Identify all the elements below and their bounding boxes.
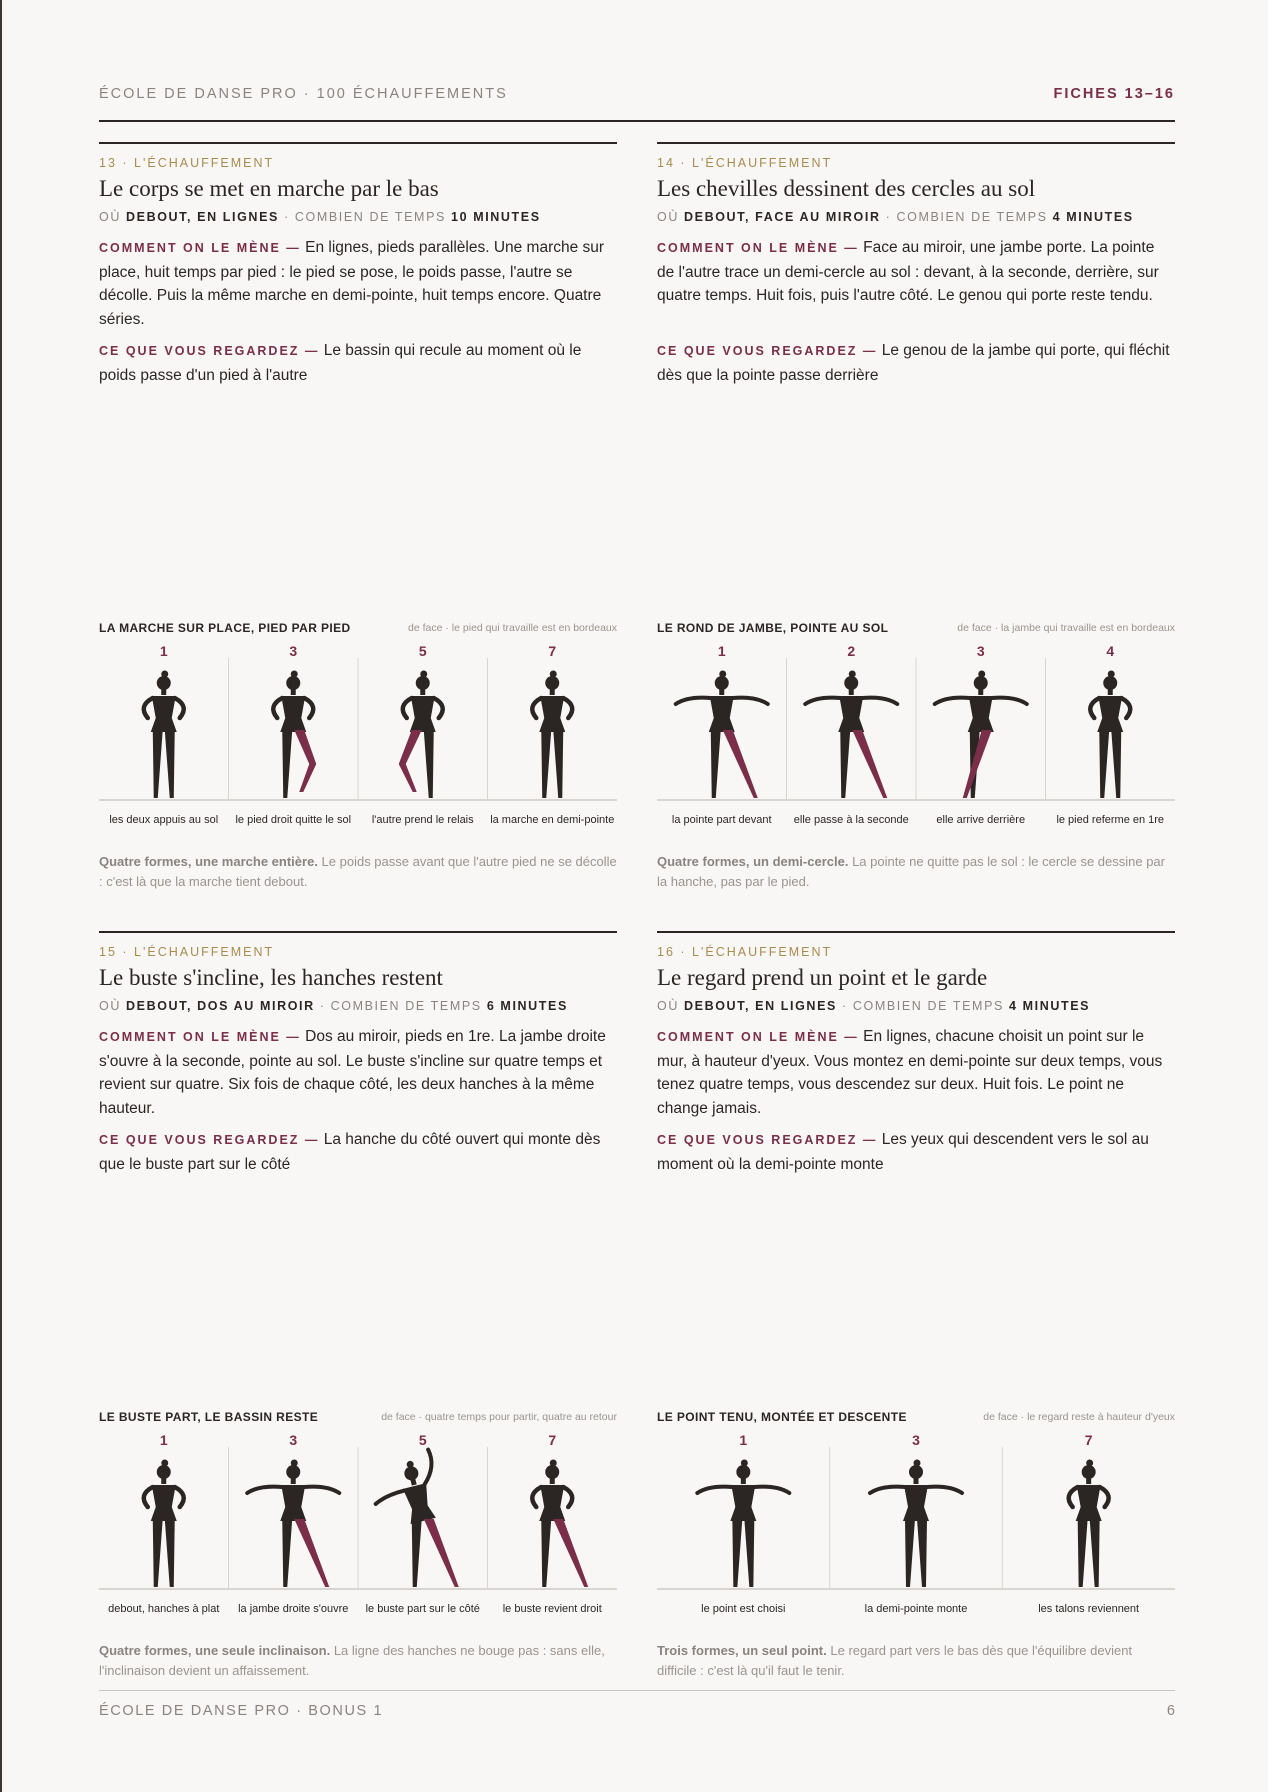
- dancer-arm-right: [416, 1449, 436, 1484]
- how-label: COMMENT ON LE MÈNE —: [99, 241, 301, 255]
- dancer-head: [1103, 676, 1117, 690]
- dancer-arm-right: [992, 698, 1027, 704]
- how-label: COMMENT ON LE MÈNE —: [657, 1030, 859, 1044]
- page-footer: [99, 1690, 1175, 1721]
- figure-panel: [870, 1460, 962, 1588]
- dancer-neck: [978, 689, 983, 695]
- dancer-leg-left: [732, 1519, 742, 1587]
- dancer-bun: [1086, 1460, 1093, 1467]
- how-text: En lignes, chacune choisit un point sur le mur, à hauteur d'yeux. Vous montez en demi-pointe sur deux temps, vous tenez quatre temps, vous descendez sur deux. Huit fois. Le point ne change jamais.: [657, 1028, 1163, 1117]
- watch-text: La hanche du côté ouvert qui monte dès que le buste part sur le côté: [99, 1131, 601, 1173]
- dancer-head: [736, 1465, 750, 1479]
- dancer-torso: [1097, 696, 1123, 732]
- panel-label: elle passe à la seconde: [793, 814, 909, 826]
- header-title: ÉCOLE DE DANSE PRO · 100 ÉCHAUFFEMENTS: [99, 86, 508, 102]
- panel-label: l'autre prend le relais: [371, 814, 474, 826]
- how-label: COMMENT ON LE MÈNE —: [99, 1030, 301, 1044]
- dancer-arm-right: [862, 698, 897, 704]
- dancer-torso: [539, 696, 565, 732]
- dancer-leg-left: [1099, 730, 1109, 798]
- card-16: [657, 931, 1175, 1693]
- dancer-arm-left: [697, 1487, 732, 1493]
- figure-note: de face · le regard reste à hauteur d'yeux: [983, 1411, 1175, 1423]
- dancer-leg-right: [1090, 1519, 1100, 1587]
- figure-panel: [1069, 1460, 1109, 1588]
- dancer-neck: [420, 689, 425, 695]
- figure-note: de face · le pied qui travaille est en bordeaux: [408, 622, 617, 634]
- dancer-upper-body: [1090, 671, 1130, 733]
- how-paragraph: [657, 1025, 1175, 1120]
- panel-number: 1: [717, 643, 726, 659]
- time-label: · COMBIEN DE TEMPS: [319, 999, 482, 1013]
- time-value: 6 MINUTES: [486, 999, 568, 1013]
- how-text: Face au miroir, une jambe porte. La pointe de l'autre trace un demi-cercle au sol : devant, à la seconde, derrière, sur quatre temps. Huit fois, puis l'autre côté. Le genou qui porte reste tendu.: [657, 239, 1159, 304]
- figure-note: de face · quatre temps pour partir, quatre au retour: [381, 1411, 617, 1423]
- dancer-leg-left: [541, 730, 551, 798]
- dancer-arm-right: [304, 1487, 339, 1493]
- panel-label: la jambe droite s'ouvre: [238, 1603, 349, 1615]
- dancer-leg-left: [412, 1519, 422, 1587]
- figure-title: LE POINT TENU, MONTÉE ET DESCENTE: [657, 1410, 907, 1424]
- dancer-head: [1082, 1465, 1096, 1479]
- watch-text: Le bassin qui recule au moment où le poids passe d'un pied à l'autre: [99, 342, 582, 384]
- dancer-bun: [291, 1460, 298, 1467]
- dancer-leg-left: [282, 1519, 292, 1587]
- dancer-head: [286, 676, 300, 690]
- dancer-arm-right: [175, 698, 184, 718]
- dancer-torso: [1076, 1485, 1102, 1521]
- panel-label: la pointe part devant: [671, 814, 772, 826]
- dancer-figure: [247, 1460, 339, 1588]
- panel-label: les talons reviennent: [1038, 1603, 1140, 1615]
- dancer-arm-right: [733, 698, 768, 704]
- dancer-arm-left: [403, 698, 412, 718]
- time-value: 4 MINUTES: [1009, 999, 1091, 1013]
- watch-label: CE QUE VOUS REGARDEZ —: [657, 1133, 878, 1147]
- dancer-torso: [730, 1485, 756, 1521]
- dancer-leg-right: [917, 1519, 927, 1587]
- dancer-head: [545, 676, 559, 690]
- dancer-arm-left: [374, 1491, 406, 1504]
- dancer-leg-working: [553, 1519, 588, 1587]
- dancer-bun: [978, 671, 985, 678]
- watch-text: Les yeux qui descendent vers le sol au moment où la demi-pointe monte: [657, 1131, 1149, 1173]
- how-text: Dos au miroir, pieds en 1re. La jambe droite s'ouvre à la seconde, pointe au sol. Le buste s'incline sur quatre temps et revient sur quatre. Six fois de chaque côté, les deux hanches à la même hauteur.: [99, 1028, 606, 1117]
- panel-number: 7: [548, 643, 557, 659]
- panel-label: debout, hanches à plat: [108, 1603, 220, 1615]
- figure-head: [657, 1410, 1175, 1426]
- figure-head: [99, 1410, 617, 1426]
- figure-panel: [399, 671, 443, 799]
- figure-panel: [144, 671, 184, 799]
- where-value: DEBOUT, FACE AU MIROIR: [684, 210, 881, 224]
- caption-text: La ligne des hanches ne bouge pas : sans elle, l'inclinaison devient un affaissement.: [99, 1643, 605, 1678]
- dancer-arm-left: [676, 698, 711, 704]
- watch-label: CE QUE VOUS REGARDEZ —: [657, 344, 878, 358]
- dancer-leg-right: [424, 730, 434, 798]
- dancer-leg-working: [723, 730, 758, 798]
- dancer-figure: [935, 671, 1027, 799]
- dancer-leg-working: [399, 730, 422, 792]
- dancer-figure: [676, 671, 768, 799]
- dancer-head: [715, 676, 729, 690]
- dancer-neck: [741, 1478, 746, 1484]
- panel-number: 4: [1106, 643, 1115, 659]
- dancer-upper-body: [144, 1460, 184, 1522]
- dancer-torso: [151, 1485, 177, 1521]
- dancer-arm-right: [754, 1487, 789, 1493]
- figure-title: LE ROND DE JAMBE, POINTE AU SOL: [657, 621, 889, 635]
- figure-panel: [697, 1460, 789, 1588]
- dancer-arm-right: [304, 698, 313, 718]
- dancer-upper-body: [805, 671, 897, 733]
- panel-number: 7: [1084, 1432, 1093, 1448]
- dancer-arm-left: [532, 698, 541, 718]
- page-number: 6: [1166, 1703, 1175, 1719]
- dancer-neck: [161, 689, 166, 695]
- dancer-upper-body: [144, 671, 184, 733]
- panel-label: le pied droit quitte le sol: [235, 814, 352, 826]
- figure-title: LE BUSTE PART, LE BASSIN RESTE: [99, 1410, 319, 1424]
- where-value: DEBOUT, EN LIGNES: [126, 210, 279, 224]
- how-paragraph: [99, 236, 617, 331]
- panel-label: le buste part sur le côté: [365, 1603, 480, 1615]
- figure-note: de face · la jambe qui travaille est en bordeaux: [957, 622, 1175, 634]
- figure-svg: [99, 1431, 617, 1621]
- dancer-bun: [1108, 671, 1115, 678]
- panel-label: la demi-pointe monte: [864, 1603, 968, 1615]
- page-header: [99, 86, 1175, 122]
- dancer-torso: [402, 1483, 436, 1524]
- dancer-torso: [709, 696, 735, 732]
- dancer-figure: [144, 671, 184, 799]
- footer-title: ÉCOLE DE DANSE PRO · BONUS 1: [99, 1703, 384, 1719]
- figure-panel: [532, 671, 572, 799]
- dancer-bun: [291, 671, 298, 678]
- caption-lead: Trois formes, un seul point.: [657, 1643, 827, 1658]
- card-title: Le corps se met en marche par le bas: [99, 176, 439, 201]
- dancer-bun: [741, 1460, 748, 1467]
- dancer-arm-right: [563, 698, 572, 718]
- caption-lead: Quatre formes, une marche entière.: [99, 854, 318, 869]
- figure-panel: [144, 1460, 184, 1588]
- dancer-bun: [161, 671, 168, 678]
- panel-number: 3: [289, 1432, 298, 1448]
- where-value: DEBOUT, DOS AU MIROIR: [126, 999, 315, 1013]
- panel-number: 3: [976, 643, 985, 659]
- dancer-bun: [914, 1460, 921, 1467]
- dancer-neck: [719, 689, 724, 695]
- card-title: Les chevilles dessinent des cercles au sol: [657, 176, 1036, 201]
- card-meta: [99, 999, 568, 1013]
- time-label: · COMBIEN DE TEMPS: [842, 999, 1004, 1013]
- dancer-upper-body: [273, 671, 313, 733]
- dancer-figure: [273, 671, 316, 799]
- time-label: · COMBIEN DE TEMPS: [284, 210, 446, 224]
- dancer-torso: [280, 696, 306, 732]
- figure-svg: [657, 1431, 1175, 1621]
- watch-text: Le genou de la jambe qui porte, qui fléchit dès que la pointe passe derrière: [657, 342, 1170, 384]
- dancer-figure: [399, 671, 443, 799]
- figure-panel: [273, 671, 316, 799]
- dancer-head: [416, 676, 430, 690]
- card-15: [99, 931, 617, 1693]
- card-14: [657, 142, 1175, 904]
- dancer-leg-right: [744, 1519, 754, 1587]
- dancer-leg-working: [294, 730, 316, 792]
- dancer-upper-body: [247, 1460, 339, 1522]
- dancer-leg-left: [1078, 1519, 1088, 1587]
- figure-panel: [366, 1449, 459, 1587]
- dancer-arm-left: [144, 1487, 153, 1507]
- panel-label: les deux appuis au sol: [109, 814, 219, 826]
- dancer-figure: [870, 1460, 962, 1588]
- dancer-arm-left: [532, 1487, 541, 1507]
- dancer-arm-left: [870, 1487, 905, 1493]
- dancer-upper-body: [366, 1449, 445, 1531]
- dancer-arm-left: [1090, 698, 1099, 718]
- dancer-leg-working: [294, 1519, 329, 1587]
- figure-strip: [99, 642, 617, 832]
- dancer-figure: [366, 1449, 459, 1587]
- figure-caption: [657, 1641, 1175, 1680]
- dancer-bun: [420, 671, 427, 678]
- card-meta: [99, 210, 541, 224]
- dancer-leg-right: [553, 730, 563, 798]
- dancer-figure: [1069, 1460, 1109, 1588]
- dancer-bun: [849, 671, 856, 678]
- dancer-leg-right: [165, 730, 175, 798]
- dancer-torso: [903, 1485, 929, 1521]
- dancer-figure: [805, 671, 897, 799]
- dancer-neck: [1108, 689, 1113, 695]
- panel-number: 5: [418, 643, 427, 659]
- figure-panel: [532, 1460, 588, 1588]
- dancer-torso: [151, 696, 177, 732]
- dancer-leg-right: [165, 1519, 175, 1587]
- figure-title: LA MARCHE SUR PLACE, PIED PAR PIED: [99, 621, 351, 635]
- dancer-figure: [532, 671, 572, 799]
- watch-label: CE QUE VOUS REGARDEZ —: [99, 344, 320, 358]
- dancer-head: [974, 676, 988, 690]
- dancer-neck: [291, 1478, 296, 1484]
- dancer-leg-right: [1111, 730, 1121, 798]
- dancer-arm-right: [927, 1487, 962, 1493]
- dancer-upper-body: [676, 671, 768, 733]
- dancer-upper-body: [403, 671, 443, 733]
- card-title: Le regard prend un point et le garde: [657, 965, 988, 990]
- watch-paragraph: [99, 339, 617, 387]
- dancer-leg-working: [424, 1519, 459, 1587]
- caption-text: La pointe ne quitte pas le sol : le cercle se dessine par la hanche, pas par le pied.: [657, 854, 1165, 889]
- card-kicker: 16 · L'ÉCHAUFFEMENT: [657, 945, 833, 959]
- panel-number: 1: [159, 643, 168, 659]
- dancer-figure: [1090, 671, 1130, 799]
- card-kicker: 14 · L'ÉCHAUFFEMENT: [657, 156, 833, 170]
- figure-panel: [935, 671, 1027, 799]
- dancer-neck: [914, 1478, 919, 1484]
- caption-lead: Quatre formes, une seule inclinaison.: [99, 1643, 331, 1658]
- dancer-neck: [550, 1478, 555, 1484]
- card-13: [99, 142, 617, 904]
- figure-head: [657, 621, 1175, 637]
- dancer-figure: [697, 1460, 789, 1588]
- how-text: En lignes, pieds parallèles. Une marche sur place, huit temps par pied : le pied se pose, le poids passe, l'autre se décolle. Puis la même marche en demi-pointe, huit temps encore. Quatre séries.: [99, 239, 605, 328]
- card-meta: [657, 999, 1090, 1013]
- panel-number: 7: [548, 1432, 557, 1448]
- panel-number: 2: [847, 643, 856, 659]
- dancer-leg-left: [153, 730, 163, 798]
- watch-label: CE QUE VOUS REGARDEZ —: [99, 1133, 320, 1147]
- panel-label: le pied referme en 1re: [1056, 814, 1165, 826]
- panel-number: 3: [912, 1432, 920, 1448]
- dancer-neck: [550, 689, 555, 695]
- figure-panel: [805, 671, 897, 799]
- card-kicker: 15 · L'ÉCHAUFFEMENT: [99, 945, 275, 959]
- figure-caption: [99, 1641, 617, 1680]
- dancer-neck: [410, 1479, 416, 1486]
- where-label: OÙ: [99, 999, 121, 1013]
- dancer-upper-body: [870, 1460, 962, 1522]
- dancer-leg-left: [905, 1519, 915, 1587]
- card-meta: [657, 210, 1134, 224]
- figure-head: [99, 621, 617, 637]
- dancer-torso: [410, 696, 436, 732]
- figure-panel: [676, 671, 768, 799]
- panel-number: 1: [739, 1432, 748, 1448]
- dancer-upper-body: [935, 671, 1027, 733]
- dancer-upper-body: [532, 671, 572, 733]
- card-title: Le buste s'incline, les hanches restent: [99, 965, 443, 990]
- caption-text: Le regard part vers le bas dès que l'équilibre devient difficile : c'est là qu'il faut le tenir.: [657, 1643, 1133, 1678]
- dancer-torso: [539, 1485, 565, 1521]
- dancer-arm-right: [563, 1487, 572, 1507]
- dancer-arm-right: [1100, 1487, 1109, 1507]
- where-label: OÙ: [657, 210, 679, 224]
- figure-panel: [1090, 671, 1130, 799]
- dancer-arm-right: [1121, 698, 1130, 718]
- dancer-figure: [144, 1460, 184, 1588]
- dancer-leg-left: [541, 1519, 551, 1587]
- dancer-torso: [968, 696, 994, 732]
- page-spine: [0, 0, 2, 1792]
- dancer-neck: [161, 1478, 166, 1484]
- where-label: OÙ: [657, 999, 679, 1013]
- dancer-head: [157, 1465, 171, 1479]
- time-value: 4 MINUTES: [1052, 210, 1134, 224]
- dancer-torso: [280, 1485, 306, 1521]
- watch-paragraph: [657, 1128, 1175, 1176]
- watch-paragraph: [657, 339, 1175, 387]
- dancer-leg-left: [153, 1519, 163, 1587]
- watch-paragraph: [99, 1128, 617, 1176]
- panel-number: 1: [159, 1432, 168, 1448]
- dancer-bun: [719, 671, 726, 678]
- figure-svg: [99, 642, 617, 832]
- dancer-leg-working: [852, 730, 887, 798]
- time-label: · COMBIEN DE TEMPS: [885, 210, 1048, 224]
- dancer-bun: [161, 1460, 168, 1467]
- dancer-bun: [550, 1460, 557, 1467]
- dancer-leg-left: [282, 730, 292, 798]
- dancer-neck: [1086, 1478, 1091, 1484]
- how-paragraph: [99, 1025, 617, 1120]
- dancer-head: [909, 1465, 923, 1479]
- dancer-head: [844, 676, 858, 690]
- dancer-head: [545, 1465, 559, 1479]
- dancer-arm-left: [273, 698, 282, 718]
- dancer-torso: [838, 696, 864, 732]
- panel-number: 5: [418, 1432, 427, 1448]
- figure-svg: [657, 642, 1175, 832]
- dancer-arm-left: [247, 1487, 282, 1493]
- header-range: FICHES 13–16: [1053, 86, 1175, 102]
- figure-caption: [99, 852, 617, 891]
- figure-caption: [657, 852, 1175, 891]
- dancer-arm-right: [175, 1487, 184, 1507]
- dancer-arm-left: [805, 698, 840, 704]
- dancer-figure: [532, 1460, 588, 1588]
- figure-strip: [657, 642, 1175, 832]
- figure-strip: [657, 1431, 1175, 1621]
- how-paragraph: [657, 236, 1175, 308]
- dancer-upper-body: [532, 1460, 572, 1522]
- panel-number: 3: [289, 643, 298, 659]
- figure-panel: [247, 1460, 339, 1588]
- panel-label: elle arrive derrière: [936, 814, 1026, 826]
- dancer-neck: [849, 689, 854, 695]
- time-value: 10 MINUTES: [451, 210, 541, 224]
- where-value: DEBOUT, EN LIGNES: [684, 999, 837, 1013]
- how-label: COMMENT ON LE MÈNE —: [657, 241, 859, 255]
- dancer-arm-left: [1069, 1487, 1078, 1507]
- panel-label: la marche en demi-pointe: [490, 814, 615, 826]
- dancer-bun: [550, 671, 557, 678]
- dancer-arm-left: [144, 698, 153, 718]
- dancer-arm-left: [935, 698, 970, 704]
- dancer-arm-right: [434, 698, 443, 718]
- dancer-upper-body: [697, 1460, 789, 1522]
- where-label: OÙ: [99, 210, 121, 224]
- panel-label: le buste revient droit: [502, 1603, 602, 1615]
- dancer-head: [286, 1465, 300, 1479]
- figure-strip: [99, 1431, 617, 1621]
- dancer-head: [157, 676, 171, 690]
- dancer-leg-left: [840, 730, 850, 798]
- panel-label: le point est choisi: [701, 1603, 786, 1615]
- dancer-upper-body: [1069, 1460, 1109, 1522]
- caption-lead: Quatre formes, un demi-cercle.: [657, 854, 849, 869]
- caption-text: Le poids passe avant que l'autre pied ne se décolle : c'est là que la marche tient debout.: [99, 854, 617, 889]
- card-kicker: 13 · L'ÉCHAUFFEMENT: [99, 156, 275, 170]
- dancer-neck: [291, 689, 296, 695]
- dancer-leg-left: [711, 730, 721, 798]
